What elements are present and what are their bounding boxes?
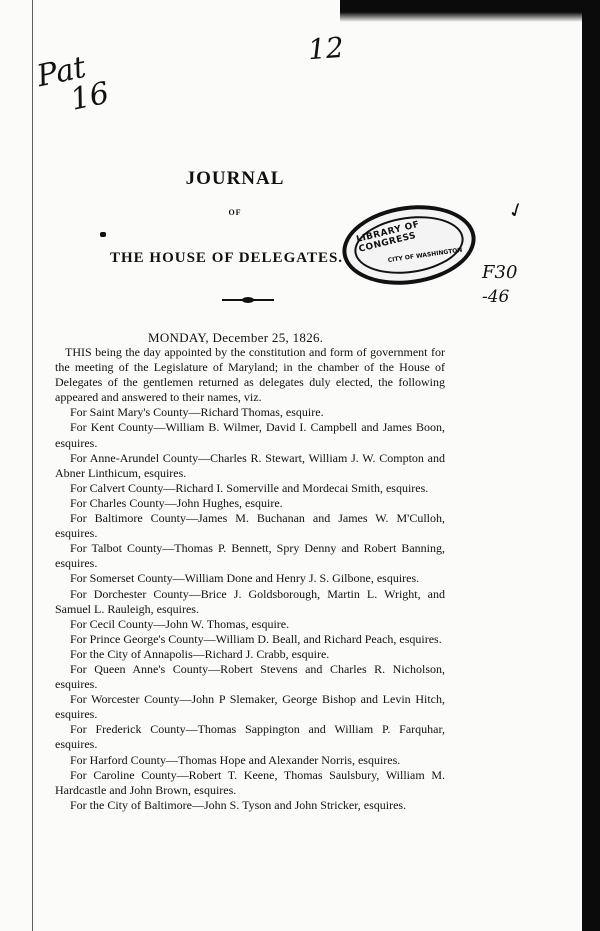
stamp-top-text: LIBRARY OF CONGRESS xyxy=(355,219,421,255)
journal-title: JOURNAL xyxy=(185,168,285,189)
county-entry: For Saint Mary's County—Richard Thomas, esquire. xyxy=(70,405,324,420)
session-date: MONDAY, December 25, 1826. xyxy=(148,330,324,345)
corner-note-line1: Pat xyxy=(33,49,89,95)
handwritten-corner-note xyxy=(35,48,116,121)
county-entry: For Queen Anne's County—Robert Stevens and Charles R. Nicholson, esquires. xyxy=(55,661,445,692)
county-entry: For Kent County—William B. Wilmer, David I. Campbell and James Boon, esquires. xyxy=(55,420,445,450)
house-title: THE HOUSE OF DELEGATES. xyxy=(110,250,344,266)
county-entry: For Somerset County—William Done and Henry J. S. Gilbone, esquires. xyxy=(70,571,420,586)
intro-paragraph: THIS being the day appointed by the constitution and form of government for the meeting of the Legislature of Maryland; in the chamber of the House of Delegates of the gentlemen returned as delegates duly elected, the following appeared and answered to their names, viz. xyxy=(55,345,445,405)
corner-note-line2: 16 xyxy=(67,75,113,118)
county-entry: For Worcester County—John P Slemaker, George Bishop and Levin Hitch, esquires. xyxy=(55,692,445,722)
county-entry: For Talbot County—Thomas P. Bennett, Spry Denny and Robert Banning, esquires. xyxy=(55,541,445,571)
ink-flourish: ✓ xyxy=(504,197,529,225)
county-entry: For Prince George's County—William D. Beall, and Richard Peach, esquires. xyxy=(70,631,442,646)
county-entry: For Charles County—John Hughes, esquire. xyxy=(70,495,283,510)
county-entry: For Caroline County—Robert T. Keene, Thomas Saulsbury, William M. Hardcastle and John Brown, esquires. xyxy=(55,767,445,797)
county-entry: For Harford County—Thomas Hope and Alexander Norris, esquires. xyxy=(70,752,401,767)
county-entry: For the City of Annapolis—Richard J. Crabb, esquire. xyxy=(70,646,330,661)
county-entry: For Cecil County—John W. Thomas, esquire. xyxy=(70,616,290,631)
ink-dot xyxy=(100,232,106,237)
ornamental-divider xyxy=(222,299,274,301)
scan-edge-top xyxy=(340,0,600,22)
county-entry: For Frederick County—Thomas Sappington and William P. Farquhar, esquires. xyxy=(55,722,445,752)
title-of: OF xyxy=(228,208,242,217)
county-entry: For Baltimore County—James M. Buchanan and James W. M'Culloh, esquires. xyxy=(55,511,445,541)
margin-mark-2: -46 xyxy=(482,287,510,307)
stamp-bottom-text: CITY OF WASHINGTON xyxy=(387,246,463,265)
scan-edge-right xyxy=(582,0,600,931)
county-entry: For Calvert County—Richard I. Somerville and Mordecai Smith, esquires. xyxy=(70,480,429,495)
county-entry: For Dorchester County—Brice J. Goldsborough, Martin L. Wright, and Samuel L. Rauleigh, esquires. xyxy=(55,586,445,616)
handwritten-page-number: 12 xyxy=(306,30,345,67)
journal-body xyxy=(55,345,445,813)
county-entry: For Anne-Arundel County—Charles R. Stewart, William J. W. Compton and Abner Linthicum, esquires. xyxy=(55,450,445,480)
page-fold-line xyxy=(32,0,33,931)
margin-mark-1: F30 xyxy=(482,262,518,283)
county-entry: For the City of Baltimore—John S. Tyson and John Stricker, esquires. xyxy=(70,797,407,812)
